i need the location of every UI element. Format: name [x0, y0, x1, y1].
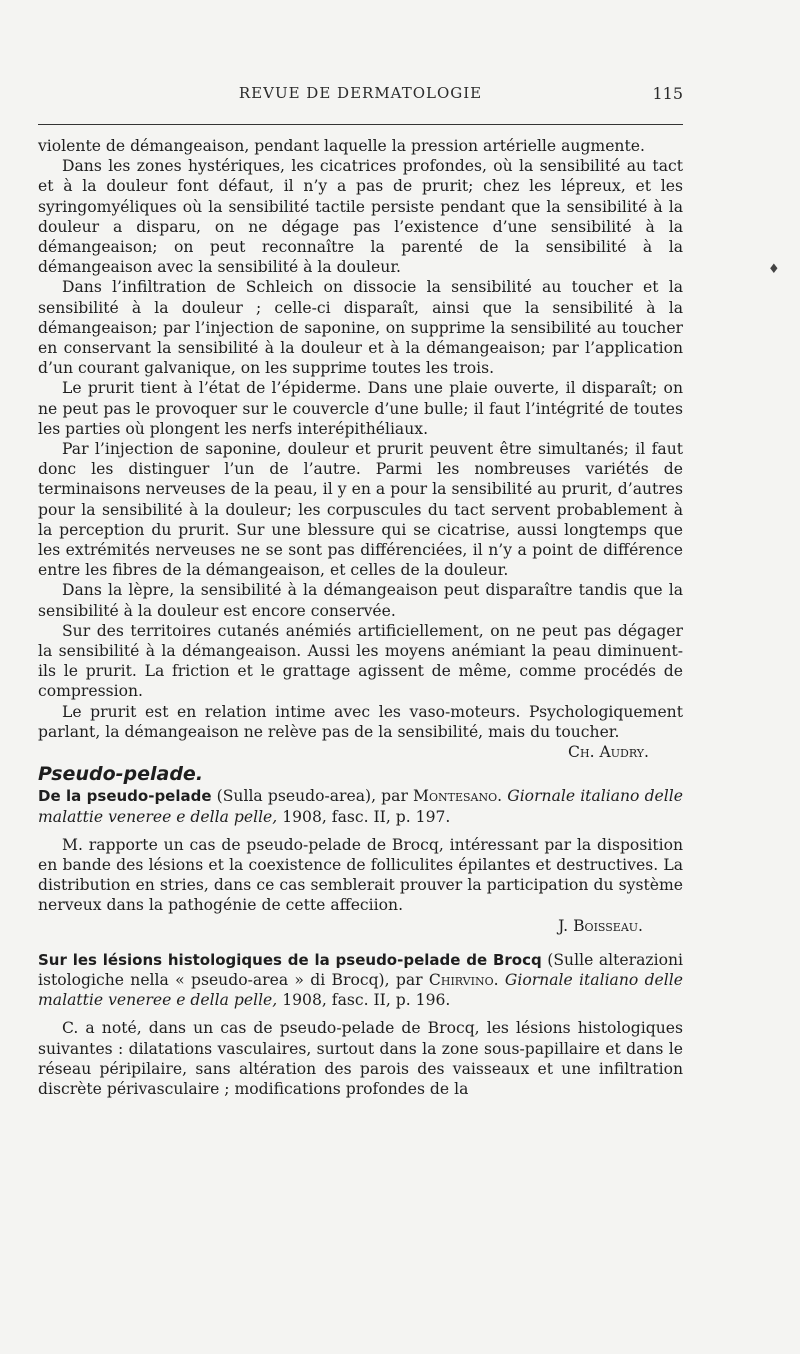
page-number: 115 — [652, 84, 683, 103]
paragraph: Dans l’infiltration de Schleich on dissocie la sensibilité au toucher et la sensibilité à la douleur ; celle-ci disparaît, ainsi que la sensibilité à la démangeaison; par l’injection de saponine, on supprime la sensibilité au toucher en conservant la sensibilité à la douleur et à la démangeaison; par l’application d’un courant galvanique, on les supprime toutes les trois. — [38, 278, 683, 378]
article-body: C. a noté, dans un cas de pseudo-pelade de Brocq, les lésions histologiques suivantes : dilatations vasculaires, surtout dans la zone sous-papillaire et dans le réseau péripilaire, sans altération des parois des vaisseaux et une infiltration discrète périvasculaire ; modifications profondes de la — [38, 1019, 683, 1098]
article-heading — [38, 950, 683, 1011]
article-reference: 1908, fasc. II, p. 196. — [277, 991, 451, 1010]
paragraph: Par l’injection de saponine, douleur et prurit peuvent être simultanés; il faut donc les distinguer l’un de l’autre. Parmi les nombreuses variétés de terminaisons nerveuses de la peau, il y en a pour la sensibilité au prurit, d’autres pour la sensibilité à la douleur; les corpuscules du tact servent probablement à la perception du prurit. Sur une blessure qui se cicatrise, aussi longtemps que les extrémités nerveuses ne se sont pas différenciées, il n’y a point de différence entre les fibres de la démangeaison, et celles de la douleur. — [38, 440, 683, 580]
article-author: Chirvino — [428, 970, 494, 989]
running-header — [38, 84, 683, 106]
header-rule — [38, 124, 683, 125]
article-journal: Giornale italiano delle malattie veneree e della pelle, — [38, 970, 683, 1010]
signature-boisseau: J. Boisseau. — [558, 916, 643, 935]
article-title: Sur les lésions histologiques de la pseudo-pelade de Brocq — [38, 950, 542, 969]
paragraph: Dans les zones hystériques, les cicatrices profondes, où la sensibilité au tact et à la douleur font défaut, il n’y a pas de prurit; chez les lépreux, et les syringomyéliques où la sensibilité tactile persiste pendant que la sensibilité à la douleur a disparu, on ne dégage pas l’existence d’une sensibilité à la démangeaison; on peut reconnaître la parenté de la sensibilité à la démangeaison avec la sensibilité à la douleur. — [38, 157, 683, 277]
paragraph: Sur des territoires cutanés anémiés artificiellement, on ne peut pas dégager la sensibilité à la démangeaison. Aussi les moyens anémiant la peau diminuent-ils le prurit. La friction et le grattage agissent de même, comme procédés de compression. — [38, 621, 683, 701]
article-heading — [38, 786, 683, 826]
article-subtitle: (Sulle alterazioni istologiche nella « pseudo-area » di Brocq), par — [38, 950, 683, 989]
article-author: Montesano — [413, 787, 498, 806]
paragraph: Le prurit est en relation intime avec les vaso-moteurs. Psychologiquement parlant, la démangeaison ne relève pas de la sensibilité, mais du toucher. — [38, 702, 683, 741]
article-separator: . — [497, 787, 508, 806]
article-reference: 1908, fasc. II, p. 197. — [277, 807, 451, 826]
body-text — [38, 136, 683, 1099]
article-journal: Giornale italiano delle malattie veneree e della pelle, — [38, 787, 683, 826]
section-title: Pseudo-pelade. — [38, 763, 204, 786]
article-separator: . — [493, 970, 505, 989]
paragraph: Le prurit tient à l’état de l’épiderme. Dans une plaie ouverte, il disparaît; on ne peut pas le provoquer sur le couvercle d’une bulle; il faut l’intégrité de toutes les parties où plongent les nerfs interépithéliaux. — [38, 379, 683, 438]
signature-audry: Ch. Audry. — [568, 743, 649, 762]
article-title: De la pseudo-pelade — [38, 787, 212, 806]
journal-title: REVUE DE DERMATOLOGIE — [238, 84, 483, 102]
article-subtitle: (Sulla pseudo-area), par — [211, 787, 414, 806]
paragraph: Dans la lèpre, la sensibilité à la démangeaison peut disparaître tandis que la sensibilité à la douleur est encore conservée. — [38, 581, 683, 620]
paragraph: violente de démangeaison, pendant laquelle la pression artérielle augmente. — [38, 137, 645, 155]
margin-mark: ♦ — [768, 262, 780, 277]
article-body: M. rapporte un cas de pseudo-pelade de Brocq, intéressant par la disposition en bande des lésions et la coexistence de folliculites épilantes et destructives. La distribution en stries, dans ce cas semblerait prouver la participation du système nerveux dans la pathogénie de cette affeciion. — [38, 835, 683, 915]
